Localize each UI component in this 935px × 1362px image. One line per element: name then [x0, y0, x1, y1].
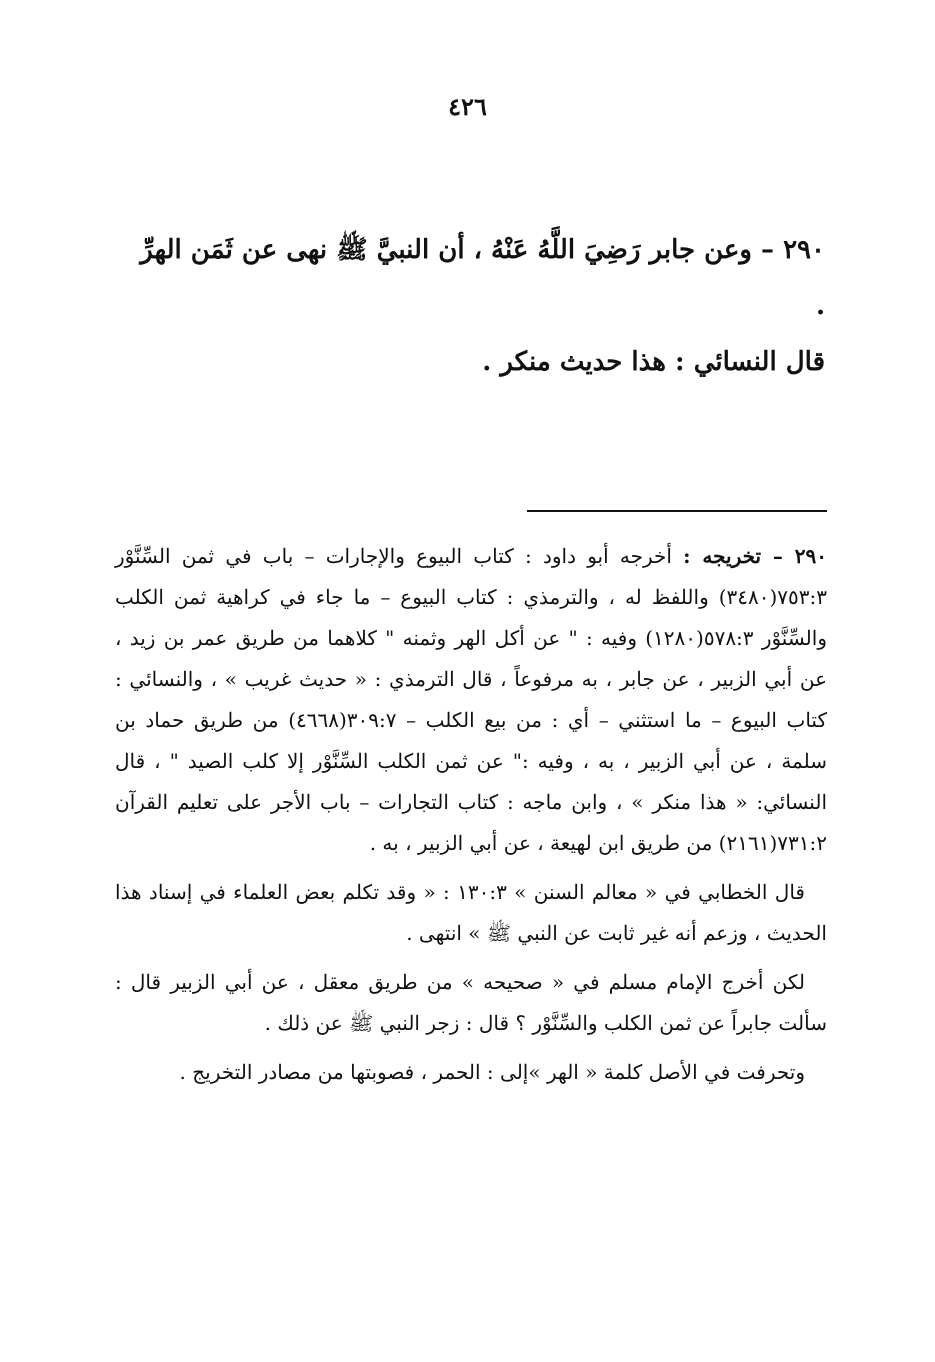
footnotes [115, 536, 827, 1101]
footnote-paragraph-2: قال الخطابي في « معالم السنن » ١٣٠:٣ : « وقد تكلم بعض العلماء في إسناد هذا الحديث ، وزعم أنه غير ثابت عن النبي ﷺ » انتهى . [115, 880, 827, 945]
footnote-divider [527, 510, 827, 512]
footnote-paragraph-3: لكن أخرج الإمام مسلم في « صحيحه » من طريق معقل ، عن أبي الزبير قال : سألت جابراً عن ثمن الكلب والسِّنَّوْر ؟ قال : زجر النبي ﷺ عن ذلك . [115, 970, 827, 1035]
footnote-label: ٢٩٠ – تخريجه : [683, 544, 827, 568]
hadith-line-2: قال النسائي : هذا حديث منكر . [482, 347, 825, 377]
page-number: ٤٢٦ [448, 92, 487, 121]
hadith-text [125, 222, 825, 390]
hadith-line-1: ٢٩٠ – وعن جابر رَضِيَ اللَّهُ عَنْهُ ، أن النبيَّ ﷺ نهى عن ثَمَن الهرِّ . [140, 235, 825, 321]
footnote-paragraph-1 [115, 536, 827, 864]
footnote-text-1: أخرجه أبو داود : كتاب البيوع والإجارات – باب في ثمن السِّنَّوْر ٧٥٣:٣(٣٤٨٠) واللفظ له ، والترمذي : كتاب البيوع – ما جاء في كراهية ثمن الكلب والسِّنَّوْر ٥٧٨:٣(١٢٨٠) وفيه : " عن أكل الهر وثمنه " كلاهما من طريق عمر بن زيد ، عن أبي الزبير ، عن جابر ، به مرفوعاً ، قال الترمذي : « حديث غريب » ، والنسائي : كتاب البيوع – ما استثني – أي : من بيع الكلب – ٣٠٩:٧(٤٦٦٨) من طريق حماد بن سلمة ، عن أبي الزبير ، به ، وفيه :" عن ثمن الكلب السِّنَّوْر إلا كلب الصيد " ، قال النسائي: « هذا منكر » ، وابن ماجه : كتاب التجارات – باب الأجر على تعليم القرآن ٧٣١:٢(٢١٦١) من طريق ابن لهيعة ، عن أبي الزبير ، به . [115, 544, 827, 855]
footnote-paragraph-4: وتحرفت في الأصل كلمة « الهر »إلى : الحمر ، فصوبتها من مصادر التخريج . [179, 1060, 805, 1084]
